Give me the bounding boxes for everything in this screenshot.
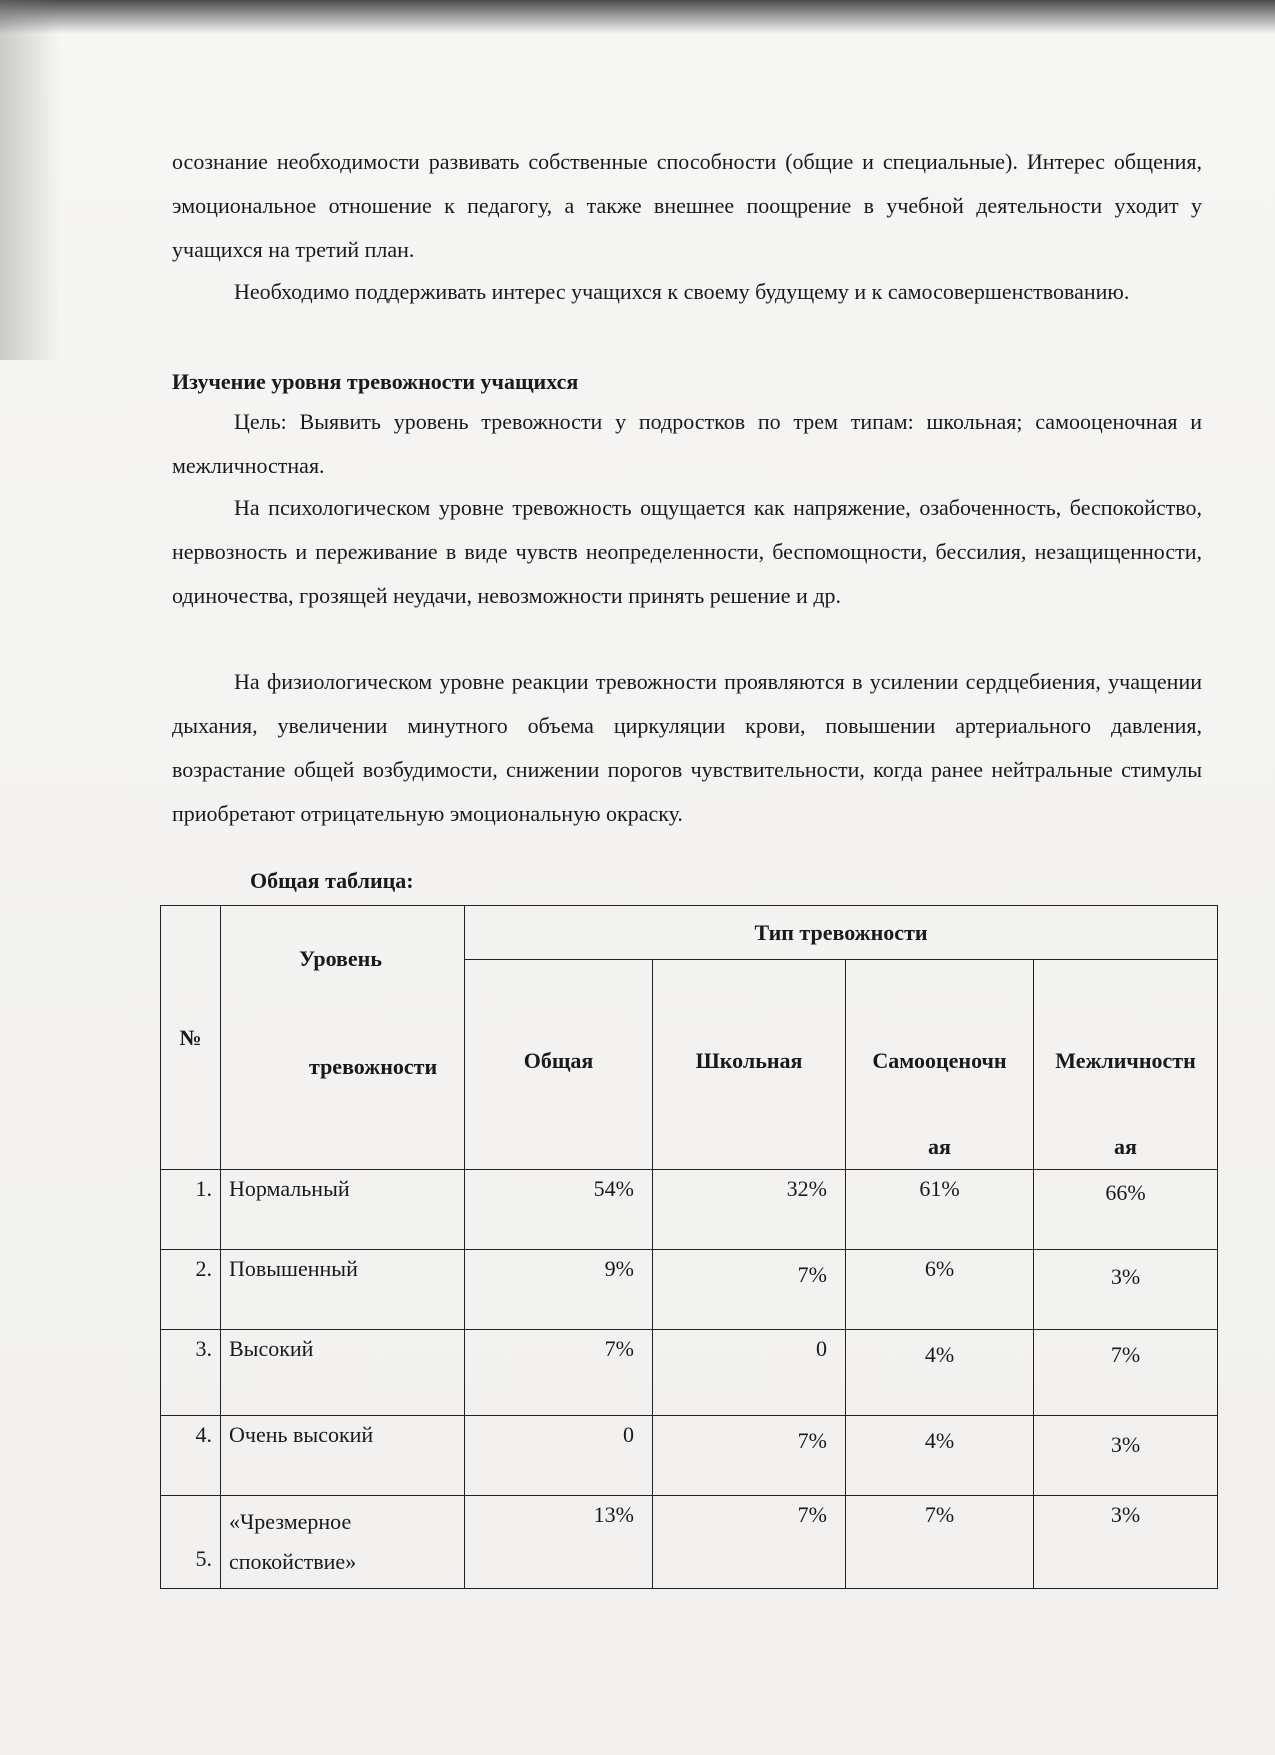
scan-top-edge [0, 0, 1275, 34]
paragraph-goal: Цель: Выявить уровень тревожности у подростков по трем типам: школьная; самооценочная и межличностная. [172, 409, 1202, 478]
scan-left-shadow [0, 0, 60, 360]
section-heading: Изучение уровня тревожности учащихся [172, 369, 579, 394]
header-anxiety-type: Тип тревожности [465, 906, 1218, 960]
table-row: 5. «Чрезмерное спокойствие» 13% 7% 7% 3% [161, 1496, 1218, 1589]
paragraph-support-interest: Необходимо поддерживать интерес учащихся к своему будущему и к самосовершенствованию. [234, 279, 1130, 304]
table-row: 3. Высокий 7% 0 4% 7% [161, 1330, 1218, 1416]
header-type-interpersonal: Межличностн ая [1034, 960, 1218, 1170]
paragraph-psychological: На психологическом уровне тревожность ощущается как напряжение, озабоченность, беспокойство, нервозность и переживание в виде чувств неопределенности, беспомощности, бессилия, незащищенности, одиночества, грозящей неудачи, невозможности принять решение и др. [172, 495, 1202, 608]
table-row: 2. Повышенный 9% 7% 6% 3% [161, 1250, 1218, 1330]
anxiety-table [160, 905, 1218, 1589]
header-number: № [161, 906, 221, 1170]
table-row: 1. Нормальный 54% 32% 61% 66% [161, 1170, 1218, 1250]
header-level: Уровень тревожности [221, 906, 465, 1170]
paragraph-motivation: осознание необходимости развивать собственные способности (общие и специальные). Интерес общения, эмоциональное отношение к педагогу, а также внешнее поощрение в учебной деятельности уходит у учащихся на третий план. [172, 149, 1202, 262]
table-row: 4. Очень высокий 0 7% 4% 3% [161, 1416, 1218, 1496]
header-type-school: Школьная [653, 960, 846, 1170]
header-type-selfesteem: Самооценочн ая [846, 960, 1034, 1170]
header-type-general: Общая [465, 960, 653, 1170]
table-title: Общая таблица: [250, 868, 414, 893]
table-header-row [161, 906, 1218, 960]
paragraph-physiological: На физиологическом уровне реакции тревожности проявляются в усилении сердцебиения, учащении дыхания, увеличении минутного объема циркуляции крови, повышении артериального давления, возрастание общей возбудимости, снижении порогов чувствительности, когда ранее нейтральные стимулы приобретают отрицательную эмоциональную окраску. [172, 669, 1202, 826]
